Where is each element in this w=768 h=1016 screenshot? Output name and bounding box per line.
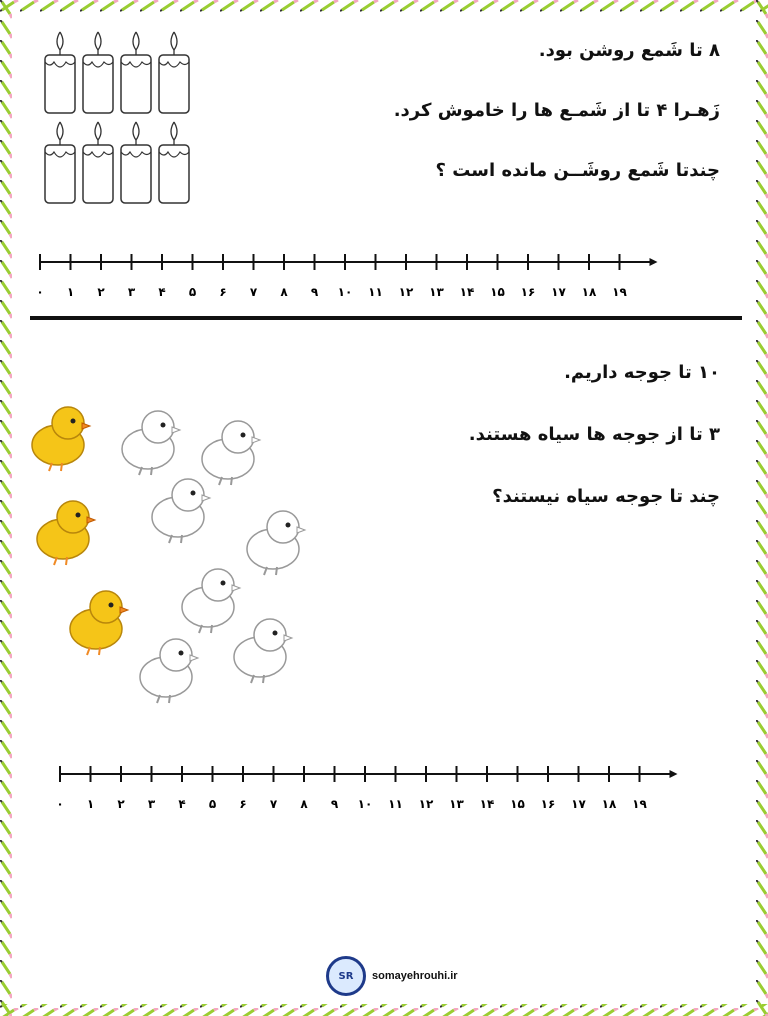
tick-label: ۴ bbox=[158, 285, 166, 299]
candle-icon bbox=[159, 122, 189, 203]
tick-label: ۱۱ bbox=[388, 797, 403, 811]
question2-line1: ۱۰ تا جوجه داریم. bbox=[564, 362, 720, 383]
tick-label: ۱۸ bbox=[581, 285, 597, 299]
tick-label: ۲ bbox=[117, 797, 125, 811]
tick-label: ۱۶ bbox=[540, 797, 556, 811]
tick-label: ۵ bbox=[208, 797, 217, 811]
yellow-chick-icon bbox=[37, 501, 95, 565]
candle-icon bbox=[121, 122, 151, 203]
yellow-chick-icon bbox=[32, 407, 90, 471]
candle-icon bbox=[121, 32, 151, 113]
tick-label: ۱۱ bbox=[368, 285, 383, 299]
tick-label: ۳ bbox=[147, 797, 156, 811]
outline-chick-icon bbox=[202, 421, 260, 485]
yellow-chick-icon bbox=[70, 591, 128, 655]
candle-icon bbox=[83, 122, 113, 203]
tick-label: ۹ bbox=[330, 797, 339, 811]
tick-label: ۱۹ bbox=[632, 797, 647, 811]
tick-label: ۹ bbox=[310, 285, 319, 299]
tick-label: ۱ bbox=[86, 797, 95, 811]
tick-label: ۱۶ bbox=[520, 285, 536, 299]
question1-line1: ۸ تا شَمع روشن بود. bbox=[538, 40, 720, 61]
tick-label: ۱۷ bbox=[551, 285, 566, 299]
tick-label: ۸ bbox=[280, 285, 288, 299]
chicks-illustration bbox=[20, 395, 310, 705]
tick-label: ۴ bbox=[178, 797, 186, 811]
candles-illustration bbox=[40, 30, 200, 210]
section-divider bbox=[30, 316, 742, 320]
outline-chick-icon bbox=[122, 411, 180, 475]
outline-chick-icon bbox=[182, 569, 240, 633]
tick-label: ۶ bbox=[219, 285, 227, 299]
tick-label: ۱۹ bbox=[612, 285, 627, 299]
question1-line3: چندتا شَمع روشَــن مانده است ؟ bbox=[435, 160, 720, 181]
arrow-icon bbox=[650, 258, 658, 266]
candle-icon bbox=[159, 32, 189, 113]
candle-icon bbox=[45, 32, 75, 113]
number-line-2 bbox=[50, 760, 690, 820]
tick-label: ۱۴ bbox=[459, 285, 475, 299]
question2-line2: ۳ تا از جوجه ها سیاه هستند. bbox=[468, 424, 720, 445]
outline-chick-icon bbox=[152, 479, 210, 543]
tick-label: ۱۲ bbox=[418, 797, 434, 811]
tick-label: ۸ bbox=[300, 797, 308, 811]
tick-label: ۶ bbox=[239, 797, 247, 811]
tick-label: ۰ bbox=[36, 285, 44, 299]
outline-chick-icon bbox=[140, 639, 198, 703]
tick-label: ۷ bbox=[249, 285, 258, 299]
tick-label: ۵ bbox=[188, 285, 197, 299]
tick-label: ۱۵ bbox=[490, 285, 505, 299]
question1-line2: زَهـرا ۴ تا از شَمـع ها را خاموش کرد. bbox=[393, 100, 720, 121]
tick-label: ۲ bbox=[97, 285, 105, 299]
tick-label: ۷ bbox=[269, 797, 278, 811]
site-url: somayehrouhi.ir bbox=[372, 970, 458, 982]
site-logo-icon: SR bbox=[326, 956, 366, 996]
tick-label: ۱۳ bbox=[429, 285, 444, 299]
candle-icon bbox=[45, 122, 75, 203]
footer bbox=[326, 956, 458, 996]
tick-label: ۰ bbox=[56, 797, 64, 811]
candle-icon bbox=[83, 32, 113, 113]
tick-label: ۱ bbox=[66, 285, 75, 299]
number-line-1 bbox=[30, 248, 670, 308]
tick-label: ۳ bbox=[127, 285, 136, 299]
tick-label: ۱۳ bbox=[449, 797, 464, 811]
tick-label: ۱۲ bbox=[398, 285, 414, 299]
tick-label: ۱۰ bbox=[357, 797, 373, 811]
tick-label: ۱۵ bbox=[510, 797, 525, 811]
outline-chick-icon bbox=[247, 511, 305, 575]
question2-line3: چند تا جوجه سیاه نیستند؟ bbox=[492, 486, 720, 507]
outline-chick-icon bbox=[234, 619, 292, 683]
tick-label: ۱۴ bbox=[479, 797, 495, 811]
arrow-icon bbox=[670, 770, 678, 778]
tick-label: ۱۷ bbox=[571, 797, 586, 811]
tick-label: ۱۰ bbox=[337, 285, 353, 299]
tick-label: ۱۸ bbox=[601, 797, 617, 811]
